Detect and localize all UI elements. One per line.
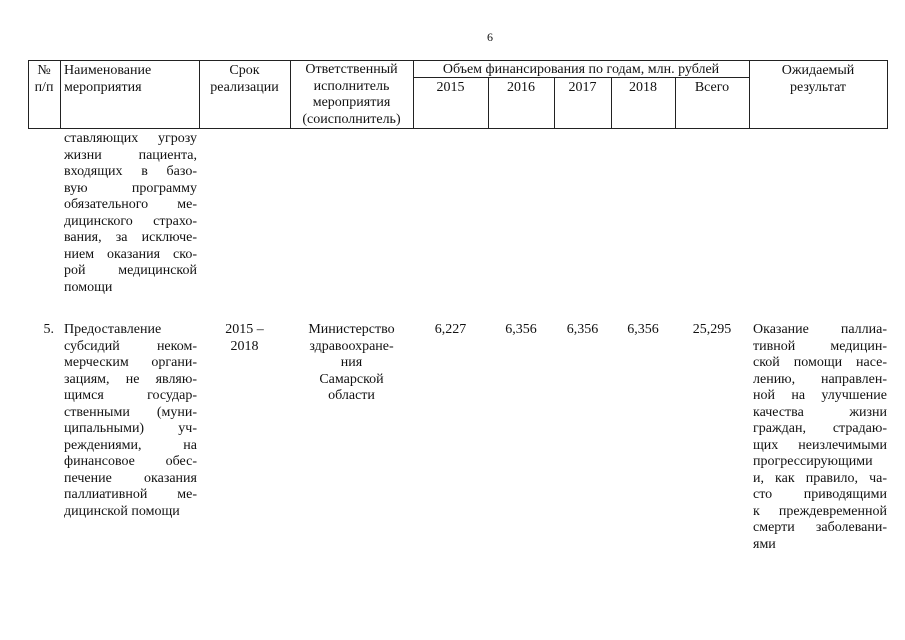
- text-line: смерти заболевани-: [753, 520, 887, 535]
- text-line: субсидий неком-: [64, 338, 197, 354]
- row5-name: [64, 322, 197, 520]
- text-line: зациям, не являю-: [64, 371, 197, 387]
- text-line: сто приводящими: [753, 487, 887, 502]
- text-line: Оказание паллиа-: [753, 322, 887, 337]
- text-line: ственными (муни-: [64, 404, 197, 420]
- text-line: щих неизлечимыми: [753, 437, 887, 453]
- text-line: реждениями, на: [64, 437, 197, 453]
- continued-row-name: [64, 131, 197, 296]
- text-line: прогрессирующими: [753, 454, 873, 469]
- row5-executor: Министерство здравоохране- ния Самарской области: [308, 322, 395, 403]
- text-line: дицинской помощи: [64, 503, 180, 519]
- row5-term: 2015 – 2018: [225, 322, 264, 354]
- text-line: входящих в базо-: [64, 164, 197, 179]
- text-line: паллиативной ме-: [64, 487, 197, 502]
- col-border: [887, 60, 888, 129]
- text-line: и, как правило, ча-: [753, 470, 887, 486]
- row5-value-2015: 6,227: [434, 322, 467, 337]
- header-funding: Объем финансирования по годам, млн. рублей: [442, 62, 720, 77]
- text-line: рой медицинской: [64, 263, 197, 278]
- text-line: печение оказания: [64, 470, 197, 486]
- row5-value-2018: 6,356: [627, 322, 659, 337]
- header-executor: Ответственный исполнитель мероприятия (соисполнитель): [302, 62, 401, 127]
- text-line: ной на улучшение: [753, 388, 887, 403]
- text-line: вания, за исключе-: [64, 230, 197, 245]
- header-year-2016: 2016: [507, 80, 535, 95]
- header-term: Срок реализации: [210, 63, 279, 95]
- text-line: щимся государ-: [64, 388, 197, 403]
- text-line: Предоставление: [64, 322, 162, 337]
- col-border: [60, 60, 61, 129]
- header-year-2018: 2018: [629, 80, 657, 95]
- text-line: ставляющих угрозу: [64, 131, 197, 146]
- text-line: нием оказания ско-: [64, 246, 197, 262]
- table-header-bottom-border: [28, 128, 887, 129]
- header-num: № п/п: [34, 63, 54, 95]
- text-line: помощи: [64, 279, 113, 295]
- row5-value-2017: 6,356: [566, 322, 599, 337]
- page-number: 6: [487, 30, 493, 44]
- text-line: жизни пациента,: [64, 147, 197, 163]
- text-line: качества жизни: [753, 404, 887, 420]
- text-line: ской помощи насе-: [753, 355, 887, 370]
- text-line: лению, направлен-: [753, 371, 887, 387]
- row5-result: [753, 322, 887, 553]
- text-line: дицинского страхо-: [64, 213, 197, 229]
- header-year-2015: 2015: [436, 80, 465, 95]
- text-line: к преждевременной: [753, 503, 887, 519]
- text-line: ципальными) уч-: [64, 421, 197, 436]
- text-line: финансовое обес-: [64, 454, 197, 469]
- row5-num: 5.: [43, 322, 54, 337]
- text-line: тивной медицин-: [753, 338, 887, 354]
- text-line: ями: [753, 536, 776, 552]
- header-name: Наименование мероприятия: [64, 63, 152, 95]
- header-result: Ожидаемый результат: [781, 63, 855, 95]
- header-year-2017: 2017: [568, 80, 597, 95]
- text-line: вую программу: [64, 180, 197, 196]
- row5-total: 25,295: [692, 322, 732, 337]
- row5-value-2016: 6,356: [505, 322, 537, 337]
- text-line: обязательного ме-: [64, 197, 197, 212]
- header-total: Всего: [694, 80, 730, 95]
- text-line: граждан, страдаю-: [753, 421, 887, 436]
- text-line: мерческим органи-: [64, 355, 197, 370]
